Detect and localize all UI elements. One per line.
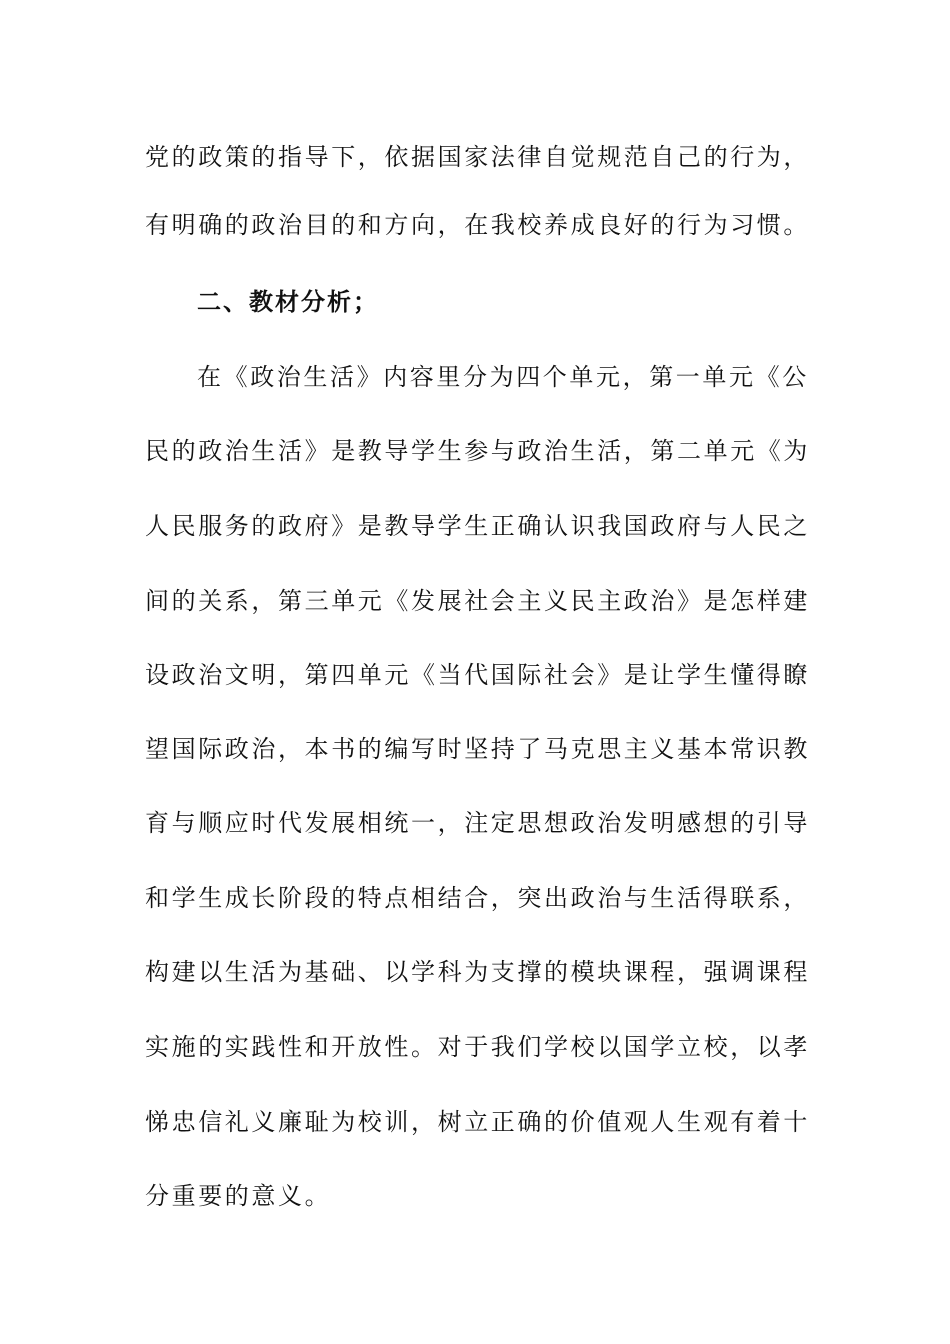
paragraph-line: 分重要的意义。	[145, 1182, 332, 1210]
text-line: 有明确的政治目的和方向，在我校养成良好的行为习惯。	[145, 211, 810, 239]
paragraph-line: 悌忠信礼义廉耻为校训，树立正确的价值观人生观有着十	[145, 1108, 810, 1136]
paragraph-line: 望国际政治，本书的编写时坚持了马克思主义基本常识教	[145, 735, 810, 763]
paragraph-line: 构建以生活为基础、以学科为支撑的模块课程，强调课程	[145, 958, 810, 986]
paragraph-line: 在《政治生活》内容里分为四个单元，第一单元《公	[197, 363, 809, 391]
paragraph-line: 和学生成长阶段的特点相结合，突出政治与生活得联系，	[145, 884, 810, 912]
paragraph-line: 实施的实践性和开放性。对于我们学校以国学立校，以孝	[145, 1033, 810, 1061]
text-line: 党的政策的指导下，依据国家法律自觉规范自己的行为，	[145, 143, 810, 171]
section-heading: 二、教材分析；	[197, 288, 379, 316]
paragraph-line: 育与顺应时代发展相统一，注定思想政治发明感想的引导	[145, 809, 810, 837]
paragraph-line: 间的关系，第三单元《发展社会主义民主政治》是怎样建	[145, 587, 810, 615]
paragraph-line: 人民服务的政府》是教导学生正确认识我国政府与人民之	[145, 512, 810, 540]
paragraph-line: 设政治文明，第四单元《当代国际社会》是让学生懂得瞭	[145, 661, 810, 689]
paragraph-line: 民的政治生活》是教导学生参与政治生活，第二单元《为	[145, 437, 810, 465]
